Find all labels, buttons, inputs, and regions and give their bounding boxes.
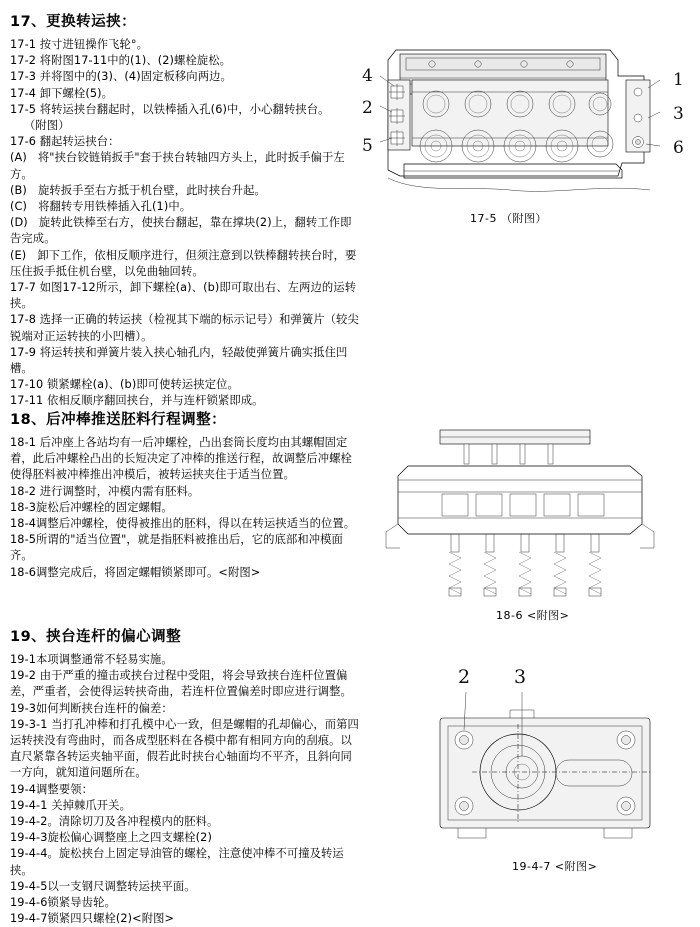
section-17-line-11: (D) 旋转此铁棒至右方，使挟台翻起，靠在撑块(2)上，翻转工作即告完成。	[10, 216, 352, 246]
figure-17-callout-5: 5	[362, 136, 373, 156]
section-19-title: 19、挟台连杆的偏心调整	[10, 629, 182, 645]
section-17-line-4: 17-4 卸下螺栓(5)。	[10, 86, 114, 100]
section-19-line-11: 19-4-6锁紧导齿轮。	[10, 896, 116, 910]
section-19-line-6: 19-4-1 关掉棘爪开关。	[10, 798, 131, 812]
section-19-line-10: 19-4-5以一支钢尺调整转运挟平面。	[10, 879, 196, 893]
section-17-line-5: 17-5 将转运挟台翻起时，以铁棒插入孔(6)中，小心翻转挟台。	[10, 102, 330, 116]
section-19-line-9: 19-4-4。旋松挟台上固定导油管的螺栓，注意使冲棒不可撞及转运挟。	[10, 847, 344, 877]
section-17-line-2: 17-2 将附图17-11中的(1)、(2)螺栓旋松。	[10, 54, 232, 68]
figure-17-5	[360, 18, 695, 225]
section-18-line-1: 18-1 后冲座上各站均有一后冲螺栓，凸出套筒长度均由其螺帽固定着，此后冲螺栓凸出的长短决定了冲棒的推送行程，故调整后冲螺栓使得胚料被冲棒推出冲模后，被转运挟夹住于适当位置。	[10, 436, 352, 482]
section-17-line-7: 17-6 翻起转运挟台：	[10, 135, 120, 149]
section-19-line-5: 19-4调整要领：	[10, 782, 94, 796]
section-19-line-8: 19-4-3旋松偏心调整座上之四支螺栓(2)	[10, 831, 212, 845]
section-17-line-6: （附图）	[24, 119, 70, 133]
figure-17-callout-2: 2	[362, 98, 373, 118]
section-17-line-1: 17-1 按寸进钮操作飞轮°。	[10, 38, 149, 51]
figure-19-4-7	[400, 666, 690, 876]
section-19-line-2: 19-2 由于严重的撞击或挟台过程中受阻，将会导致挟台连杆位置偏差，严重者，会使得运转挟奇曲，若连杆位置偏差时即应进行调整。	[10, 669, 352, 699]
figure-18-caption: 18-6 <附图>	[496, 609, 570, 622]
figure-17-5-drawing	[360, 18, 695, 208]
section-17-line-13: 17-7 如图17-12所示，卸下螺栓(a)、(b)即可取出右、左两边的运转挟。	[10, 281, 357, 311]
section-17-line-9: (B) 旋转扳手至右方抵于机台壁，此时挟台升起。	[10, 183, 266, 197]
figure-17-callout-3: 3	[673, 104, 684, 124]
section-17-line-14: 17-8 选择一正确的转运挟（检视其下端的标示记号）和弹簧片（较尖锐端对正运转挟的小凹槽）。	[10, 313, 359, 343]
section-17-line-17: 17-11 依相反顺序翻回挟台，并与连杆锁紧即成。	[10, 394, 264, 408]
section-19-line-1: 19-1本项调整通常不轻易实施。	[10, 653, 173, 666]
section-17-line-3: 17-3 并将图中的(3)、(4)固定板移向两边。	[10, 70, 232, 84]
figure-17-callout-1: 1	[673, 70, 684, 90]
section-18-line-3: 18-3旋松后冲螺栓的固定螺帽。	[10, 500, 173, 514]
section-18-line-5: 18-5所谓的"适当位置"，就是指胚料被推出后，它的底部和冲模面齐。	[10, 533, 343, 563]
section-19-line-7: 19-4-2。清除切刀及各冲程模内的胚料。	[10, 815, 219, 829]
section-17-line-12: (E) 卸下工作，依相反顺序进行，但须注意到以铁棒翻转挟台时，要压住扳手抵住机台壁，以免曲轴回转。	[10, 248, 357, 278]
figure-17-callout-4: 4	[362, 66, 373, 86]
section-18	[10, 408, 360, 581]
section-18-line-2: 18-2 进行调整时，冲模内需有胚料。	[10, 484, 200, 498]
figure-18-6	[380, 420, 680, 630]
section-19-line-12: 19-4-7锁紧四只螺栓(2)<附图>	[10, 912, 175, 926]
figure-17-caption: 17-5 （附图）	[470, 212, 547, 225]
figure-19-caption: 19-4-7 <附图>	[512, 860, 598, 873]
section-17-line-15: 17-9 将运转挟和弹簧片装入挟心轴孔内，轻敲使弹簧片确实抵住凹槽。	[10, 345, 348, 376]
figure-19-callout-2: 2	[458, 666, 471, 688]
section-17-line-16: 17-10 锁紧螺栓(a)、(b)即可使转运挟定位。	[10, 378, 239, 392]
section-17-line-10: (C) 将翻转专用铁棒插入孔(1)中。	[10, 200, 192, 214]
section-19-line-3: 19-3如何判断挟台连杆的偏差：	[10, 701, 173, 715]
section-19-line-4: 19-3-1 当打孔冲棒和打孔模中心一致，但是螺帽的孔却偏心，而第四运转挟没有弯曲时，而各成型胚料在各模中都有相同方向的刮痕。以直尺紧靠各转运夹轴平面，假若此时挟台心轴面均不平齐，且斜向同一方向，就知道问题所在。	[10, 717, 359, 780]
figure-19-4-7-drawing	[400, 676, 690, 861]
section-17-line-8: (A) 将"挟台铰链销扳手"套于挟台转轴四方头上，此时扳手偏于左方。	[10, 151, 345, 181]
figure-19-callout-3: 3	[514, 666, 527, 688]
section-18-line-6: 18-6调整完成后，将固定螺帽锁紧即可。<附图>	[10, 565, 261, 579]
figure-18-6-drawing	[380, 420, 680, 610]
section-18-title: 18、后冲棒推送胚料行程调整：	[10, 412, 227, 428]
section-17	[10, 10, 360, 410]
figure-17-callout-6: 6	[673, 138, 684, 158]
section-17-title: 17、更换转运挟：	[10, 14, 137, 30]
section-18-line-4: 18-4调整后冲螺栓，使得被推出的胚料，得以在转运挟适当的位置。	[10, 517, 356, 531]
section-19	[10, 625, 362, 927]
